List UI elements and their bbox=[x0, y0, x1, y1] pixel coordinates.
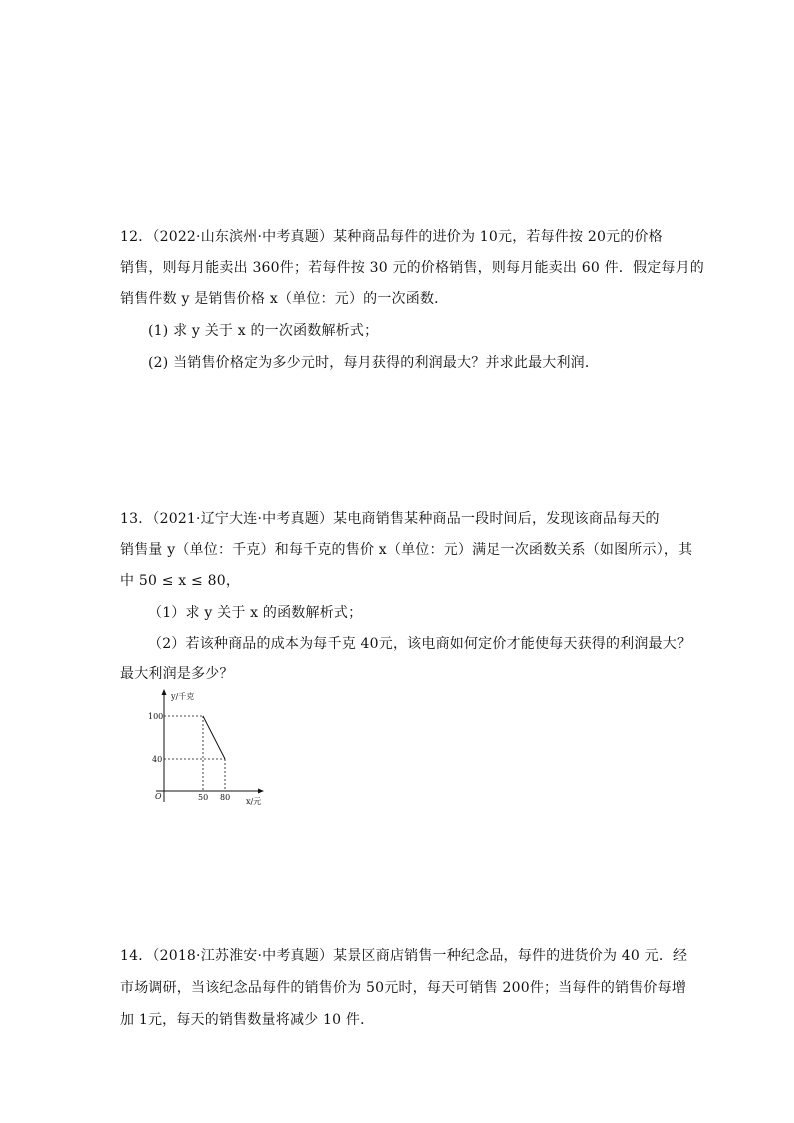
problem-13-part-1: （1）求 y 关于 x 的函数解析式； bbox=[148, 605, 363, 621]
problem-12-line-1: 12．（2022·山东滨州·中考真题）某种商品每件的进价为 10元，若每件按 20元的价格 bbox=[120, 229, 663, 245]
origin-label: O bbox=[155, 792, 162, 801]
x-tick-80: 80 bbox=[220, 793, 231, 802]
problem-12-line-3: 销售件数 y 是销售价格 x（单位：元）的一次函数． bbox=[120, 291, 449, 307]
problem-13-line-2: 销售量 y（单位：千克）和每千克的售价 x（单位：元）满足一次函数关系（如图所示），其 bbox=[120, 542, 693, 558]
y-axis-label: y/千克 bbox=[171, 692, 195, 701]
problem-13-line-4: 最大利润是多少？ bbox=[120, 666, 234, 682]
problem-13-part-2: （2）若该种商品的成本为每千克 40元，该电商如何定价才能使每天获得的利润最大？ bbox=[148, 636, 692, 652]
problem-13-line-1: 13．（2021·辽宁大连·中考真题）某电商销售某种商品一段时间后，发现该商品每天的 bbox=[120, 511, 660, 527]
problem-14-line-1: 14．（2018·江苏淮安·中考真题）某景区商店销售一种纪念品，每件的进货价为 40 元．经 bbox=[120, 948, 688, 964]
problem-12-part-1: (1) 求 y 关于 x 的一次函数解析式； bbox=[148, 323, 379, 339]
problem-12-part-2: (2) 当销售价格定为多少元时，每月获得的利润最大？并求此最大利润． bbox=[148, 355, 600, 371]
problem-14-line-3: 加 1元，每天的销售数量将减少 10 件． bbox=[120, 1012, 375, 1028]
x-tick-50: 50 bbox=[198, 793, 209, 802]
problem-13-line-3: 中 50 ≤ x ≤ 80， bbox=[120, 573, 241, 589]
y-tick-40: 40 bbox=[152, 755, 163, 764]
graph-svg bbox=[140, 683, 280, 811]
y-axis-arrow-icon bbox=[162, 689, 167, 695]
x-axis-label: x/元 bbox=[246, 797, 262, 806]
problem-12-line-2: 销售，则每月能卖出 360件；若每件按 30 元的价格销售，则每月能卖出 60 件．假定每月的 bbox=[120, 260, 704, 276]
x-axis-arrow-icon bbox=[258, 789, 264, 794]
y-tick-100: 100 bbox=[148, 712, 164, 721]
function-segment bbox=[203, 716, 225, 759]
linear-function-graph bbox=[140, 683, 280, 811]
problem-14-line-2: 市场调研，当该纪念品每件的销售价为 50元时，每天可销售 200件；当每件的销售价每增 bbox=[120, 980, 687, 996]
